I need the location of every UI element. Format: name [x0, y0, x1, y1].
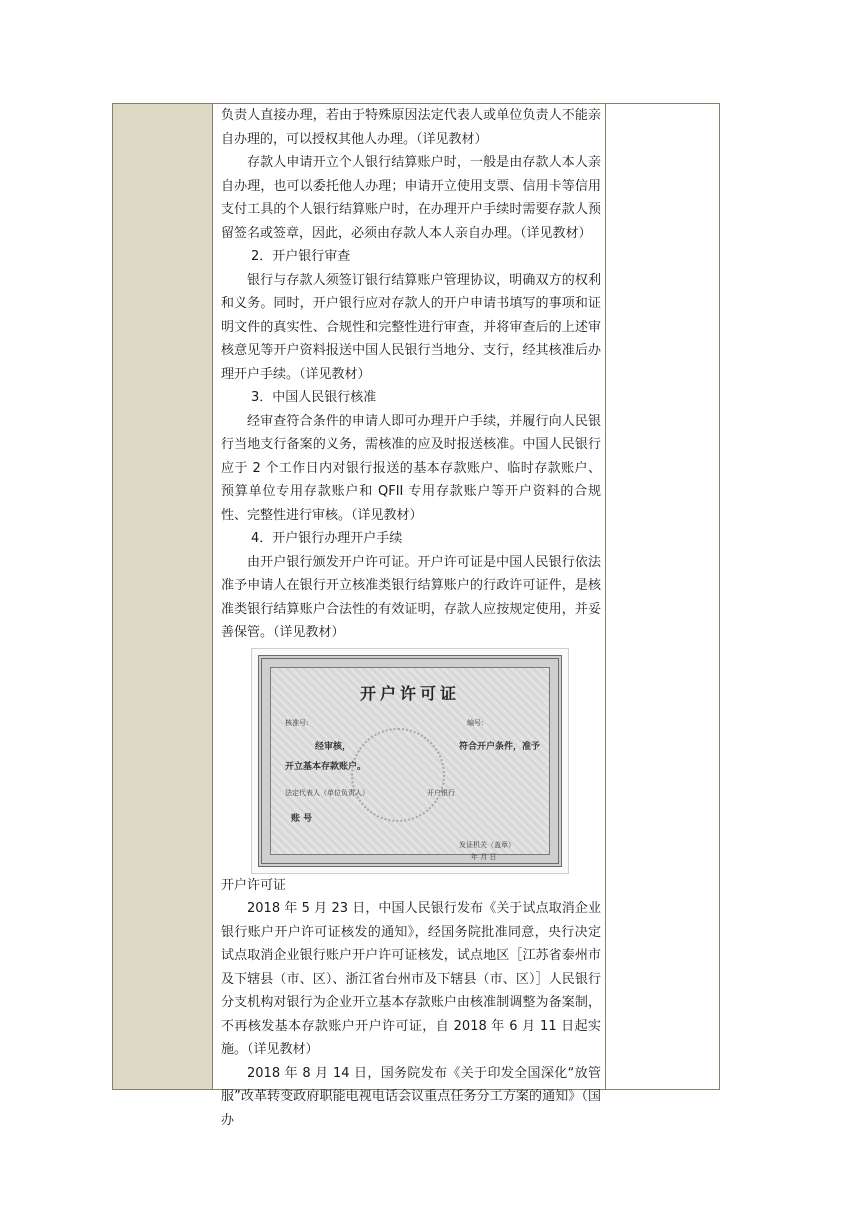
certificate-issuer: 发证机关（盖章）: [459, 840, 515, 849]
left-column: [113, 104, 213, 1089]
certificate-frame: [258, 655, 562, 867]
body-paragraph: 由开户银行颁发开户许可证。开户许可证是中国人民银行依法准予申请人在银行开立核准类银行结算账户的行政许可证件，是核准类银行结算账户合法性的有效证明，存款人应按规定使用，并妥善保管。（详见教材）: [221, 554, 601, 640]
certificate-line2: 开立基本存款账户。: [285, 761, 367, 772]
body-paragraph: 经审查符合条件的申请人即可办理开户手续，并履行向人民银行当地支行备案的义务，需核准的应及时报送核准。中国人民银行应于 2 个工作日内对银行报送的基本存款账户、临时存款账户、预算单位专用存款账户和 QFII 专用存款账户等开户资料的合规性、完整性进行审核。（详见教材）: [221, 413, 601, 523]
certificate-bank: 开户银行: [427, 788, 455, 797]
body-paragraph: 存款人申请开立个人银行结算账户时，一般是由存款人本人亲自办理，也可以委托他人办理；申请开立使用支票、信用卡等信用支付工具的个人银行结算账户时，在办理开户手续时需要存款人预留签名或签章，因此，必须由存款人本人亲自办理。（详见教材）: [221, 155, 601, 241]
certificate-representative: 法定代表人（单位负责人）: [285, 788, 369, 797]
body-paragraph: 负责人直接办理，若由于特殊原因法定代表人或单位负责人不能亲自办理的，可以授权其他人办理。（详见教材）: [221, 108, 601, 147]
certificate-date: 年 月 日: [471, 852, 497, 861]
table-frame: [112, 103, 720, 1128]
section-heading: 3．中国人民银行核准: [251, 390, 377, 405]
certificate-title: 开户许可证: [359, 683, 460, 703]
certificate-line1-a: 经审核，: [315, 741, 352, 752]
body-paragraph: 2018 年 5 月 23 日，中国人民银行发布《关于试点取消企业银行账户开户许可证核发的通知》，经国务院批准同意，央行决定试点取消企业银行账户开户许可证核发，试点地区［江苏省泰州市及下辖县（市、区）、浙江省台州市及下辖县（市、区）］人民银行分支机构对银行为企业开立基本存款账户由核准制调整为备案制，不再核发基本存款账户开户许可证，自 2018 年 6 月 11 日起实施。（详见教材）: [221, 901, 601, 1057]
figure-caption: 开户许可证: [221, 877, 287, 893]
content-cell: [221, 104, 601, 1132]
certificate-account: 账 号: [291, 813, 313, 824]
certificate-line1-b: 符合开户条件，准予: [459, 741, 541, 752]
body-paragraph: 2018 年 8 月 14 日，国务院发布《关于印发全国深化“放管服”改革转变政府职能电视电话会议重点任务分工方案的通知》（国办: [221, 1065, 601, 1128]
section-heading: 4．开户银行办理开户手续: [251, 531, 403, 546]
right-column: [605, 104, 719, 1089]
body-paragraph: 银行与存款人须签订银行结算账户管理协议，明确双方的权利和义务。同时，开户银行应对存款人的开户申请书填写的事项和证明文件的真实性、合规性和完整性进行审查，并将审查后的上述审核意见等开户资料报送中国人民银行当地分、支行，经其核准后办理开户手续。（详见教材）: [221, 272, 601, 382]
certificate-serial-no: 编号:: [467, 718, 484, 727]
certificate-image: [251, 648, 569, 874]
certificate-approval-no: 核准号:: [285, 718, 309, 727]
section-heading: 2．开户银行审查: [251, 249, 351, 264]
